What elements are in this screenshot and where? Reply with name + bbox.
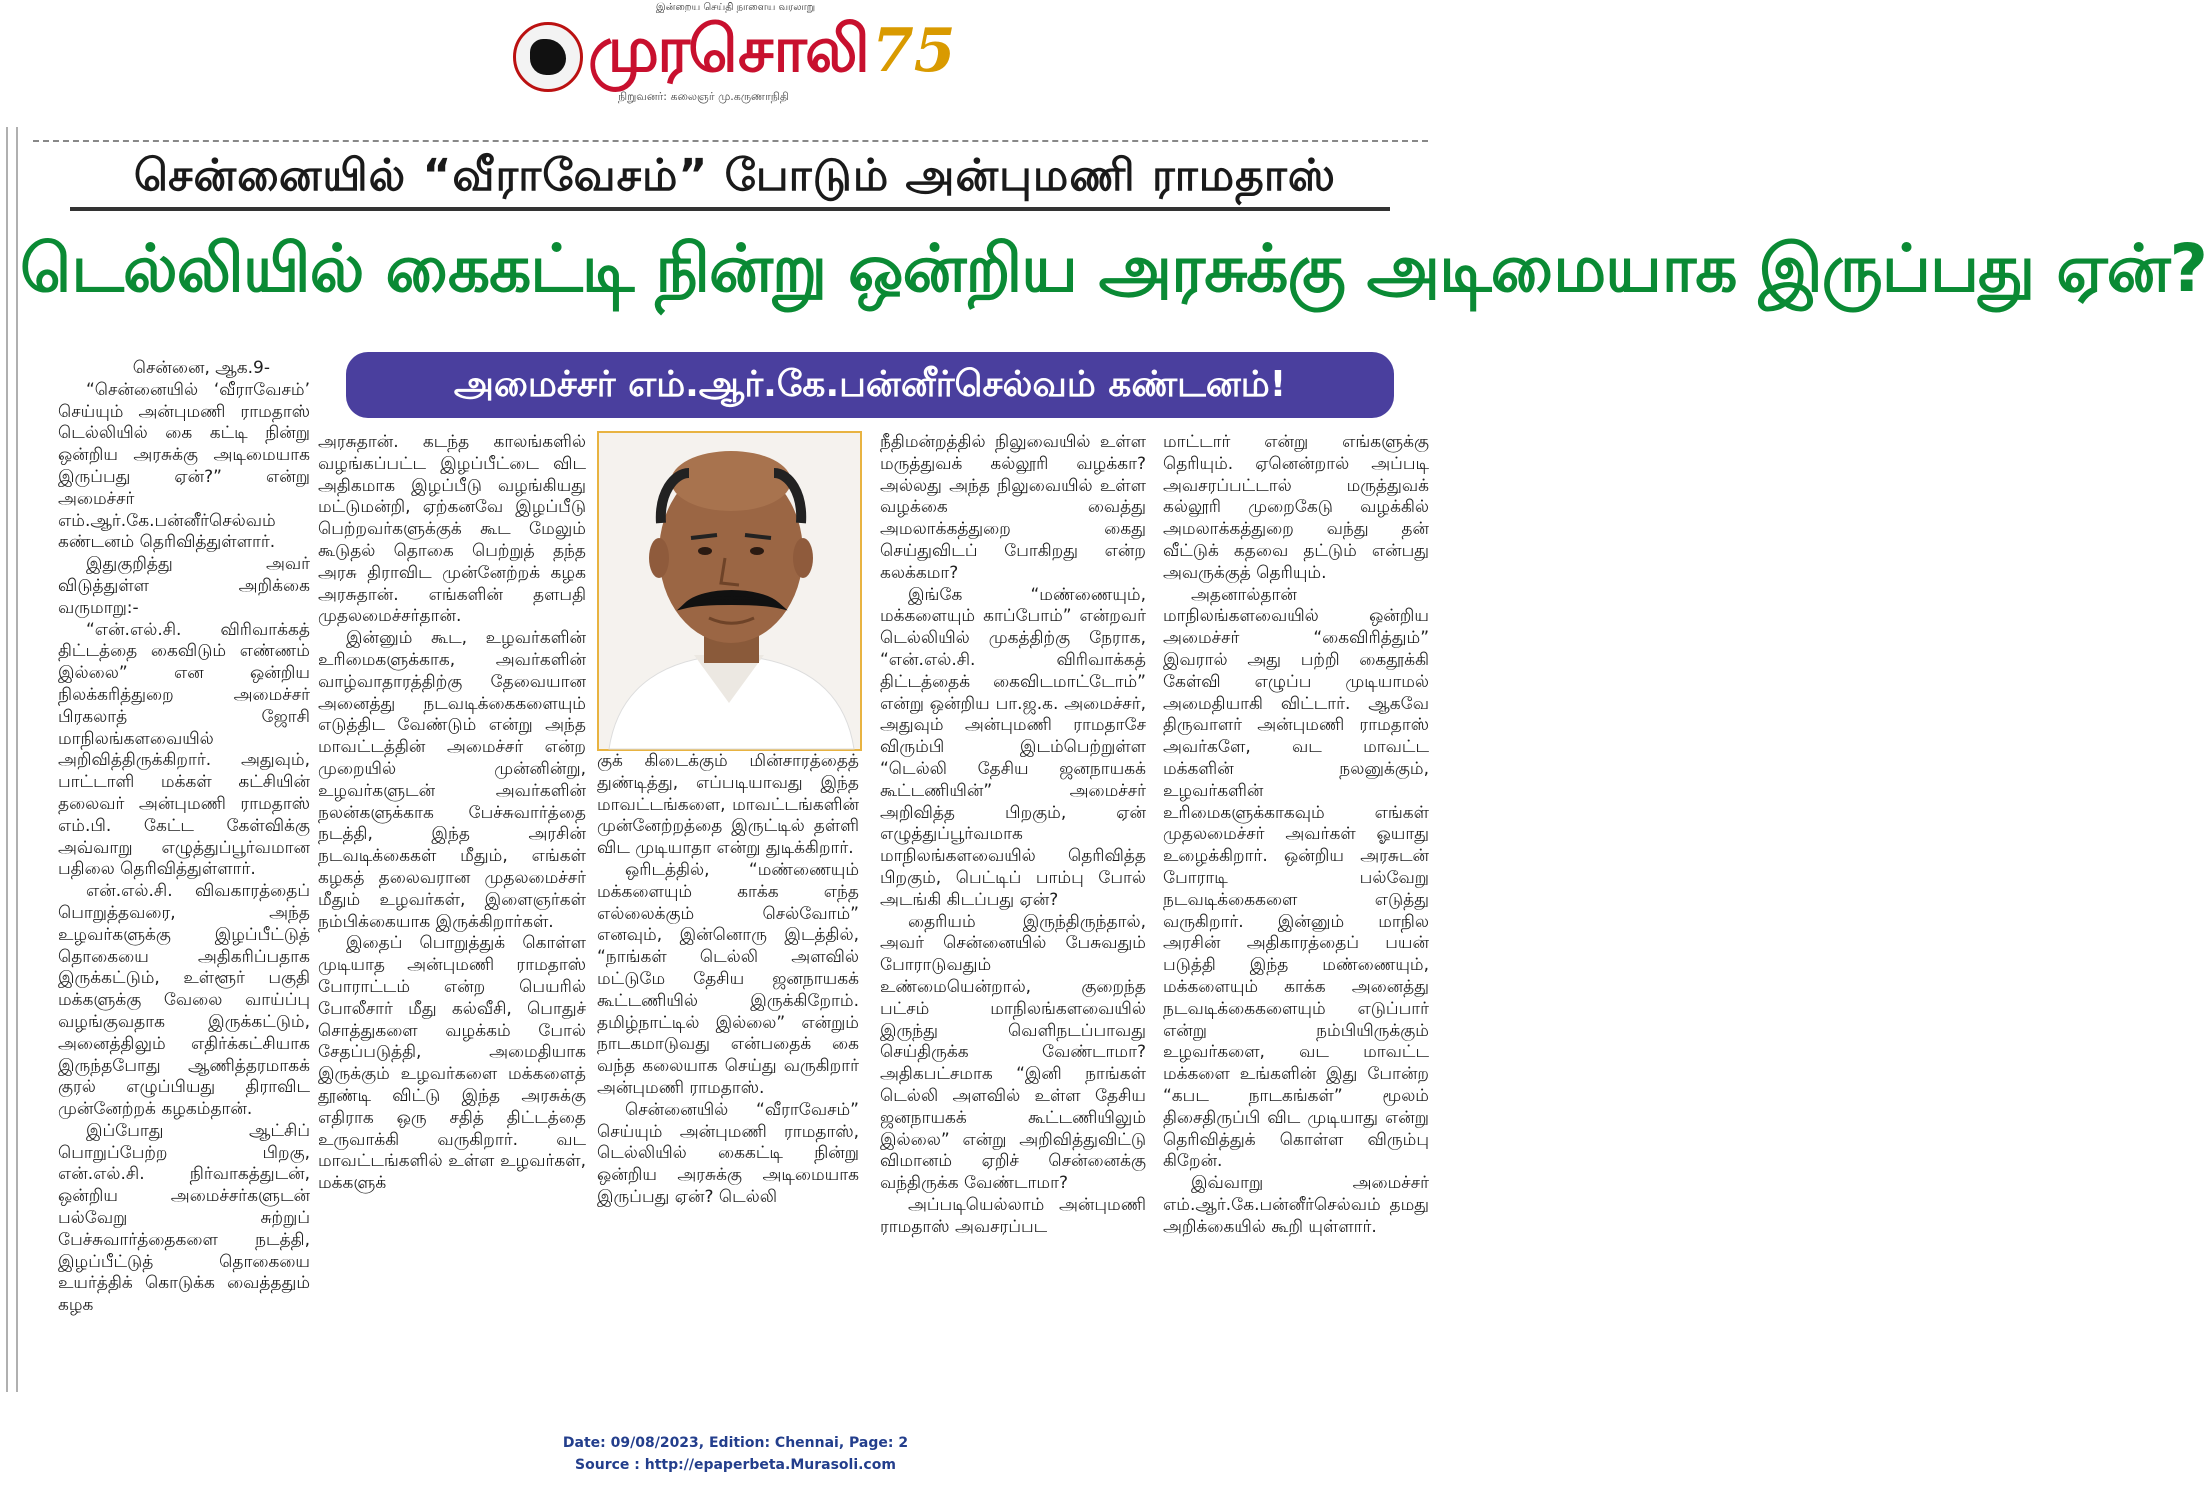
article-paragraph: “சென்னையில் ‘வீராவேசம்’ செய்யும் அன்புமணி ராமதாஸ் டெல்லியில் கை கட்டி நின்று ஒன்றிய அரசுக்கு அடிமையாக இருப்பது ஏன்?” என்று அமைச்சர் எம்.ஆர்.கே.பன்னீர்செல்வம் கண்டனம் தெரிவித்துள்ளார்.: [58, 379, 310, 553]
article-paragraph: இங்கே “மண்ணையும், மக்களையும் காப்போம்” என்றவர் டெல்லியில் முகத்திற்கு நேராக, “என்.எல்.சி. விரிவாக்கத் திட்டத்தைக் கைவிடமாட்டோம்” என்று ஒன்றிய பா.ஜ.க. அமைச்சர், அதுவும் அன்புமணி ராமதாசே விரும்பி இடம்பெற்றுள்ள “டெல்லி தேசிய ஜனநாயகக் கூட்டணியின்” அமைச்சர் அறிவித்த பிறகும், ஏன் எழுத்துப்பூர்வமாக மாநிலங்களவையில் தெரிவித்த பிறகும், பெட்டிப் பாம்பு போல் அடங்கி கிடப்பது ஏன்?: [880, 584, 1146, 910]
article-paragraph: தைரியம் இருந்திருந்தால், அவர் சென்னையில் பேசுவதும் போராடுவதும் உண்மையென்றால், குறைந்த பட்சம் மாநிலங்களவையில் இருந்து வெளிநடப்பாவது செய்திருக்க வேண்டாமா? அதிகபட்சமாக “இனி நாங்கள் டெல்லி அளவில் உள்ள தேசிய ஜனநாயகக் கூட்டணியிலும் இல்லை” என்று அறிவித்துவிட்டு விமானம் ஏறிச் சென்னைக்கு வந்திருக்க வேண்டாமா?: [880, 911, 1146, 1194]
main-headline: டெல்லியில் கைகட்டி நின்று ஒன்றிய அரசுக்கு அடிமையாக இருப்பது ஏன்?: [20, 230, 2207, 307]
masthead: [0, 0, 1471, 120]
newspaper-logo: முரசொலி: [588, 12, 868, 87]
portrait-illustration: [599, 433, 860, 749]
kicker-headline: சென்னையில் “வீராவேசம்” போடும் அன்புமணி ராமதாஸ்: [133, 150, 1337, 201]
minister-portrait-photo: [597, 431, 862, 751]
article-paragraph: ஒரிடத்தில், “மண்ணையும் மக்களையும் காக்க எந்த எல்லைக்கும் செல்வோம்” எனவும், இன்னொரு இடத்தில், “நாங்கள் டெல்லி அளவில் மட்டுமே தேசிய ஜனநாயகக் கூட்டணியில் இருக்கிறோம். தமிழ்நாட்டில் இல்லை” என்றும் நாடகமாடுவது என்பதைக் கை வந்த கலையாக செய்து வருகிறார் அன்புமணி ராமதாஸ்.: [597, 859, 859, 1098]
article-paragraph: குக் கிடைக்கும் மின்சாரத்தைத் துண்டித்து, எப்படியாவது இந்த மாவட்டங்களை, மாவட்டங்களின் முன்னேற்றத்தை இருட்டில் தள்ளி விட முடியாதா என்று துடிக்கிறார்.: [597, 751, 859, 859]
article-paragraph: இவ்வாறு அமைச்சர் எம்.ஆர்.கே.பன்னீர்செல்வம் தமது அறிக்கையில் கூறி யுள்ளார்.: [1163, 1173, 1429, 1237]
article-paragraph: சென்னையில் “வீராவேசம்” செய்யும் அன்புமணி ராமதாஸ், டெல்லியில் கைகட்டி நின்று ஒன்றிய அரசுக்கு அடிமையாக இருப்பது ஏன்? டெல்லி: [597, 1099, 859, 1207]
article-paragraph: “என்.எல்.சி. விரிவாக்கத் திட்டத்தை கைவிடும் எண்ணம் இல்லை” என ஒன்றிய நிலக்கரித்துறை அமைச்சர் பிரகலாத் ஜோசி மாநிலங்களவையில் அறிவித்திருக்கிறார். அதுவும், பாட்டாளி மக்கள் கட்சியின் தலைவர் அன்புமணி ராமதாஸ் எம்.பி. கேட்ட கேள்விக்கு அவ்வாறு எழுத்துப்பூர்வமான பதிலை தெரிவித்துள்ளார்.: [58, 619, 310, 880]
article-paragraph: இன்னும் கூட, உழவர்களின் உரிமைகளுக்காக, அவர்களின் வாழ்வாதாரத்திற்கு தேவையான அனைத்து நடவடிக்கைகளையும் எடுத்திட வேண்டும் என்று அந்த மாவட்டத்தின் அமைச்சர் என்ற முறையில் முன்னின்று, உழவர்களுடன் அவர்களின் நலன்களுக்காக பேச்சுவார்த்தை நடத்தி, இந்த அரசின் நடவடிக்கைகள் மீதும், எங்கள் கழகத் தலைவரான முதலமைச்சர் மீதும் உழவர்கள், இளைஞர்கள் நம்பிக்கையாக இருக்கிறார்கள்.: [318, 628, 586, 932]
article-column-1: [58, 358, 310, 1317]
article-paragraph: அரசுதான். கடந்த காலங்களில் வழங்கப்பட்ட இழப்பீட்டை விட அதிகமாக இழப்பீடு வழங்கியது மட்டுமன்றி, ஏற்கனவே இழப்பீடு பெற்றவர்களுக்குக் கூட மேலும் கூடுதல் தொகை பெற்றுத் தந்த அரசு திராவிட முன்னேற்றக் கழக அரசுதான். எங்களின் தளபதி முதலமைச்சர்தான்.: [318, 432, 586, 627]
article-paragraph: மாட்டார் என்று எங்களுக்கு தெரியும். ஏனென்றால் அப்படி அவசரப்பட்டால் மருத்துவக் கல்லூரி முறைகேடு வழக்கில் அமலாக்கத்துறை வந்து தன் வீட்டுக் கதவை தட்டும் என்பது அவருக்குத் தெரியும்.: [1163, 432, 1429, 583]
article-paragraph: இதுகுறித்து அவர் விடுத்துள்ள அறிக்கை வருமாறு:-: [58, 554, 310, 618]
masthead-tagline: இன்றைய செய்தி நாளைய வரலாறு: [655, 2, 816, 13]
kicker-underline: [70, 207, 1390, 211]
article-paragraph: என்.எல்.சி. விவகாரத்தைப் பொறுத்தவரை, அந்த உழவர்களுக்கு இழப்பீட்டுத் தொகையை அதிகரிப்பதாக இருக்கட்டும், உள்ளூர் பகுதி மக்களுக்கு வேலை வாய்ப்பு வழங்குவதாக இருக்கட்டும், அனைத்திலும் எதிர்க்கட்சியாக இருந்தபோது ஆணித்தரமாகக் குரல் எழுப்பியது திராவிட முன்னேற்றக் கழகம்தான்.: [58, 881, 310, 1120]
article-paragraph: அதனால்தான் மாநிலங்களவையில் ஒன்றிய அமைச்சர் “கைவிரித்தும்” இவரால் அது பற்றி கைதூக்கி கேள்வி எழுப்ப முடியாமல் அமைதியாகி விட்டார். ஆகவே திருவாளர் அன்புமணி ராமதாஸ் அவர்களே, வட மாவட்ட மக்களின் நலனுக்கும், உழவர்களின் உரிமைகளுக்காகவும் எங்கள் முதலமைச்சர் அவர்கள் ஓயாது உழைக்கிறார். ஒன்றிய அரசுடன் போராடி பல்வேறு நடவடிக்கைகளை எடுத்து வருகிறார். இன்னும் மாநில அரசின் அதிகாரத்தைப் பயன் படுத்தி இந்த மண்ணையும், மக்களையும் காக்க அனைத்து நடவடிக்கைகளையும் எடுப்பார் என்று நம்பியிருக்கும் உழவர்களை, வட மாவட்ட மக்களை உங்களின் இது போன்ற “கபட நாடகங்கள்” மூலம் திசைதிருப்பி விட முடியாது என்று தெரிவித்துக் கொள்ள விரும்பு கிறேன்.: [1163, 584, 1429, 1172]
party-emblem-icon: [513, 22, 583, 92]
article-column-4: [880, 432, 1146, 1238]
article-paragraph: இதைப் பொறுத்துக் கொள்ள முடியாத அன்புமணி ராமதாஸ் போராட்டம் என்ற பெயரில் போலீசார் மீது கல்வீசி, பொதுச் சொத்துகளை வழக்கம் போல் சேதப்படுத்தி, அமைதியாக இருக்கும் உழவர்களை மக்களைத் தூண்டி விட்டு இந்த அரசுக்கு எதிராக ஒரு சதித் திட்டத்தை உருவாக்கி வருகிறார். வட மாவட்டங்களில் உள்ள உழவர்கள், மக்களுக்: [318, 933, 586, 1194]
article-column-3: [597, 751, 859, 1209]
article-column-2: [318, 432, 586, 1195]
page-footer: [0, 1432, 1471, 1476]
logo-founder-line: நிறுவனர்: கலைஞர் மு.கருணாநிதி: [618, 90, 789, 103]
source-link[interactable]: Source : http://epaperbeta.Murasoli.com: [575, 1457, 896, 1473]
sub-headline-banner: அமைச்சர் எம்.ஆர்.கே.பன்னீர்செல்வம் கண்டனம்!: [346, 352, 1394, 418]
top-dashed-rule: [33, 140, 1428, 142]
dateline: சென்னை, ஆக.9-: [132, 358, 270, 378]
anniversary-badge: 75: [872, 16, 956, 86]
article-paragraph: அப்படியெல்லாம் அன்புமணி ராமதாஸ் அவசரப்பட: [880, 1194, 1146, 1237]
article-paragraph: நீதிமன்றத்தில் நிலுவையில் உள்ள மருத்துவக் கல்லூரி வழக்கா? அல்லது அந்த நிலுவையில் உள்ள வழக்கை வைத்து அமலாக்கத்துறை கைது செய்துவிடப் போகிறது என்ற கலக்கமா?: [880, 432, 1146, 583]
article-paragraph: இப்போது ஆட்சிப் பொறுப்பேற்ற பிறகு, என்.எல்.சி. நிர்வாகத்துடன், ஒன்றிய அமைச்சர்களுடன் பல்வேறு சுற்றுப் பேச்சுவார்த்தைகளை நடத்தி, இழப்பீட்டுத் தொகையை உயர்த்திக் கொடுக்க வைத்ததும் கழக: [58, 1120, 310, 1316]
article-column-5: [1163, 432, 1429, 1238]
edition-info: Date: 09/08/2023, Edition: Chennai, Page: 2: [562, 1435, 909, 1451]
left-border-rule: [6, 127, 18, 1392]
